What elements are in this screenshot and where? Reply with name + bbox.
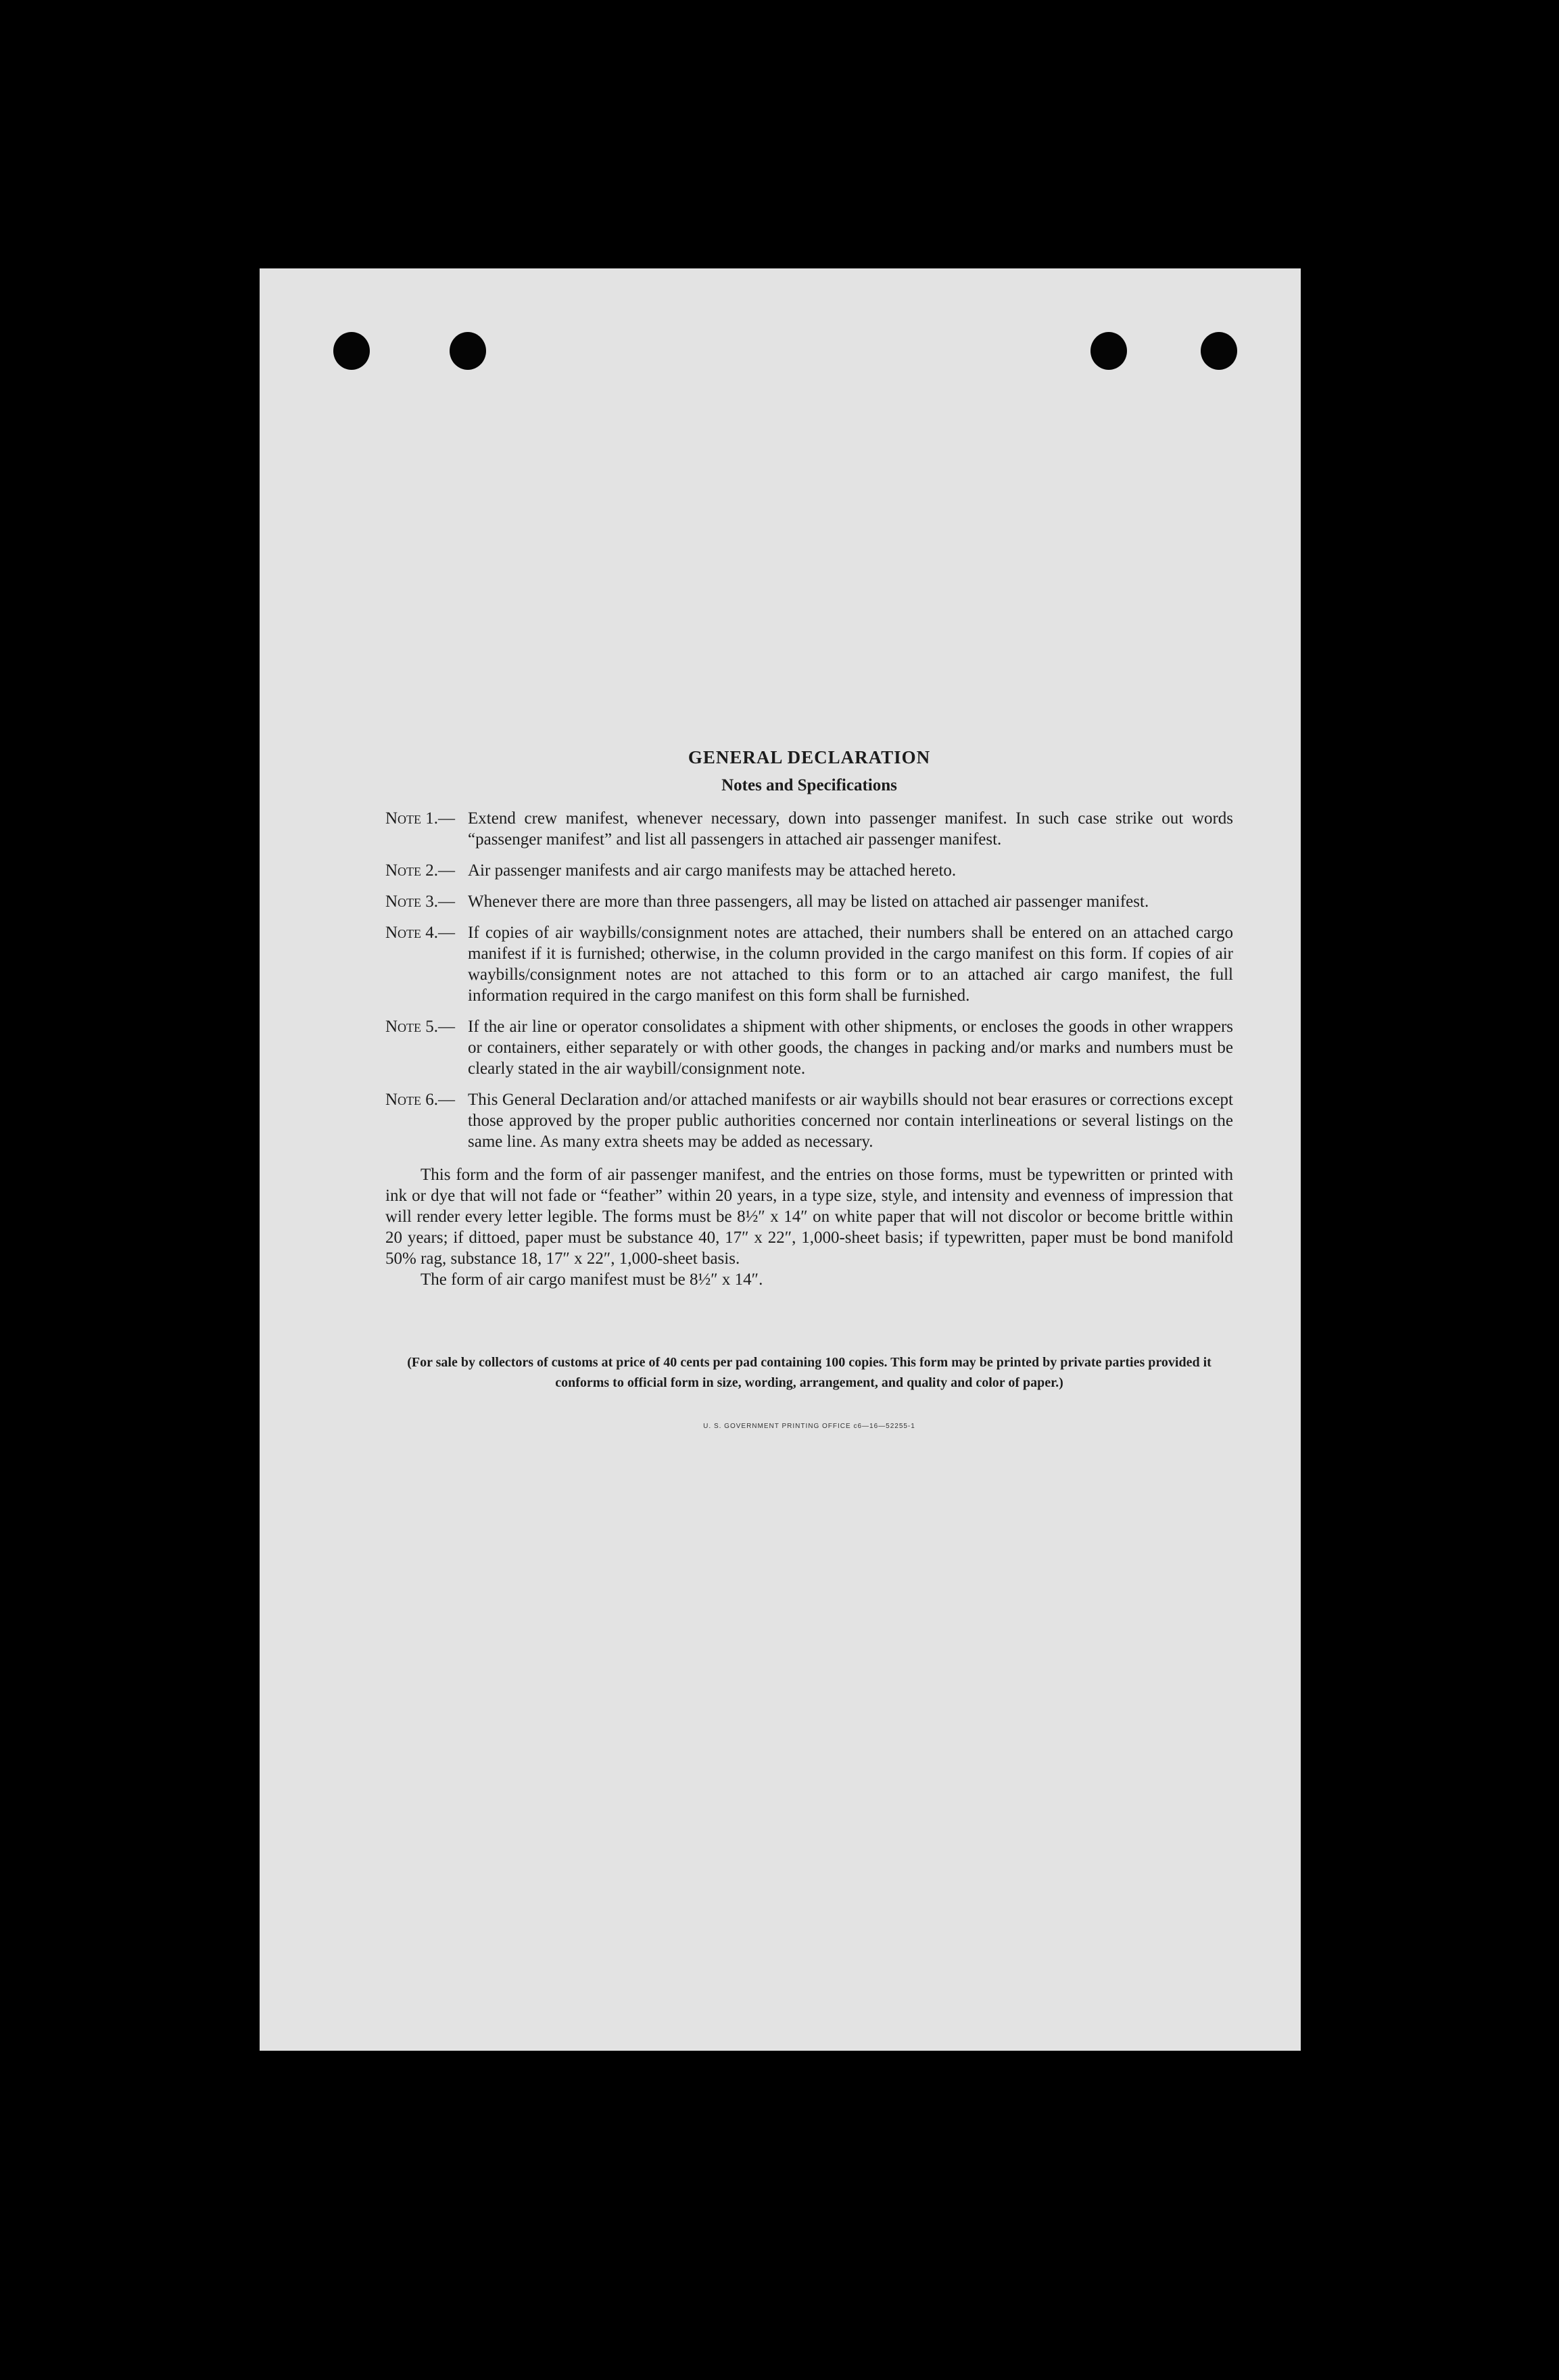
note-text: Whenever there are more than three passengers, all may be listed on attached air passenger manifest. xyxy=(468,892,1149,911)
note-5 xyxy=(385,1016,1233,1079)
note-4 xyxy=(385,922,1233,1006)
page-subtitle: Notes and Specifications xyxy=(721,776,897,794)
cargo-manifest-paragraph: The form of air cargo manifest must be 8½″ x 14″. xyxy=(421,1270,763,1289)
note-text: Air passenger manifests and air cargo manifests may be attached hereto. xyxy=(468,861,957,880)
punch-hole-4 xyxy=(1201,332,1237,370)
sale-notice: (For sale by collectors of customs at price of 40 cents per pad containing 100 copies. This form may be printed by private parties provided it conforms to official form in size, wording, arrangement, and quality and color of paper.) xyxy=(407,1355,1212,1390)
note-label: Note 2.— xyxy=(385,861,456,880)
punch-hole-2 xyxy=(450,332,486,370)
note-label: Note 1.— xyxy=(385,809,456,828)
note-3 xyxy=(385,891,1233,912)
note-label: Note 4.— xyxy=(385,924,456,942)
note-label: Note 3.— xyxy=(385,892,456,911)
note-1 xyxy=(385,808,1233,850)
note-text: This General Declaration and/or attached manifests or air waybills should not bear erasures or corrections except those approved by the proper public authorities concerned nor contain interlineations or several listings on the same line. As many extra sheets may be added as necessary. xyxy=(468,1091,1233,1151)
note-text: Extend crew manifest, whenever necessary, down into passenger manifest. In such case strike out words “passenger manifest” and list all passengers in attached air passenger manifest. xyxy=(468,809,1233,849)
declaration-content xyxy=(385,746,1233,1430)
document-sheet xyxy=(260,268,1301,2051)
punch-hole-1 xyxy=(333,332,370,370)
note-text: If the air line or operator consolidates a shipment with other shipments, or encloses the goods in other wrappers or containers, either separately or with other goods, the changes in packing and/or marks and numbers must be clearly stated in the air waybill/consignment note. xyxy=(468,1018,1233,1078)
form-requirements-paragraph: This form and the form of air passenger manifest, and the entries on those forms, must be typewritten or printed with ink or dye that will not fade or “feather” within 20 years, in a type size, style, and intensity and evenness of impression that will render every letter legible. The forms must be 8½″ x 14″ on white paper that will not discolor or become brittle within 20 years; if dittoed, paper must be substance 40, 17″ x 22″, 1,000-sheet basis; if typewritten, paper must be bond manifold 50% rag, substance 18, 17″ x 22″, 1,000-sheet basis. xyxy=(385,1166,1233,1268)
note-label: Note 5.— xyxy=(385,1018,456,1036)
note-label: Note 6.— xyxy=(385,1091,456,1109)
note-2 xyxy=(385,860,1233,881)
note-text: If copies of air waybills/consignment notes are attached, their numbers shall be entered on an attached cargo manifest if it is furnished; otherwise, in the column provided in the cargo manifest on this form. If copies of air waybills/consignment notes are not attached to this form or to an attached air cargo manifest, the full information required in the cargo manifest on this form shall be furnished. xyxy=(468,924,1233,1005)
page-title: GENERAL DECLARATION xyxy=(688,747,931,767)
punch-hole-3 xyxy=(1090,332,1127,370)
printing-office-imprint: U. S. GOVERNMENT PRINTING OFFICE c6—16—52255-1 xyxy=(703,1423,915,1430)
note-6 xyxy=(385,1089,1233,1152)
